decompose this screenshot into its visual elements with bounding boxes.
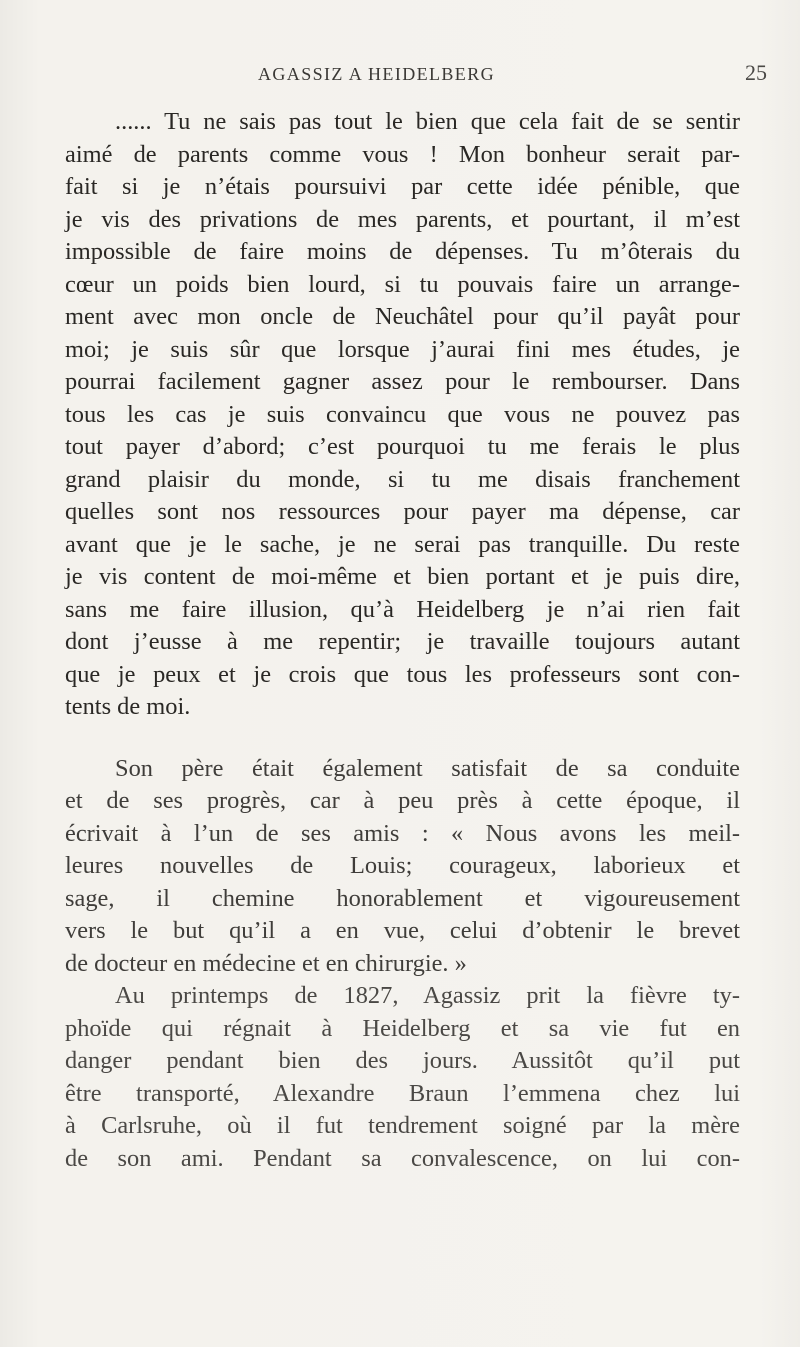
body-text [65, 106, 740, 1175]
text-line: cœur un poids bien lourd, si tu pouvais faire un arrange- [65, 270, 740, 298]
text-line: tout payer d’abord; c’est pourquoi tu me ferais le plus [65, 433, 740, 460]
text-line: moi; je suis sûr que lorsque j’aurai fini mes études, je [65, 335, 740, 363]
text-line: je vis content de moi-même et bien portant et je puis dire, [65, 563, 740, 590]
paragraph-typhoid [65, 980, 740, 1175]
text-line: ment avec mon oncle de Neuchâtel pour qu’il payât pour [65, 303, 740, 330]
text-line: écrivait à l’un de ses amis : « Nous avons les meil- [65, 819, 740, 847]
text-line: de docteur en médecine et en chirurgie. » [65, 949, 467, 977]
text-line: tous les cas je suis convaincu que vous ne pouvez pas [65, 400, 740, 428]
text-line: pourrai facilement gagner assez pour le rembourser. Dans [65, 368, 740, 395]
text-line: quelles sont nos ressources pour payer ma dépense, car [65, 498, 740, 525]
text-line: fait si je n’étais poursuivi par cette idée pénible, que [65, 173, 740, 200]
text-line: leures nouvelles de Louis; courageux, laborieux et [65, 852, 740, 879]
paragraph-letter-quote [65, 106, 740, 724]
text-line: ...... Tu ne sais pas tout le bien que cela fait de se sentir [115, 108, 740, 135]
text-line: danger pendant bien des jours. Aussitôt qu’il put [65, 1047, 740, 1074]
running-head [0, 60, 800, 94]
text-line: sage, il chemine honorablement et vigoureusement [65, 884, 740, 912]
text-line: tents de moi. [65, 693, 191, 720]
text-line: je vis des privations de mes parents, et pourtant, il m’est [65, 205, 740, 233]
text-line: à Carlsruhe, où il fut tendrement soigné par la mère [65, 1112, 740, 1139]
text-line: aimé de parents comme vous ! Mon bonheur serait par- [65, 140, 740, 168]
paragraph-father-letter [65, 753, 740, 981]
text-line: Son père était également satisfait de sa conduite [115, 754, 740, 782]
text-line: être transporté, Alexandre Braun l’emmena chez lui [65, 1079, 740, 1107]
text-line: phoïde qui régnait à Heidelberg et sa vie fut en [65, 1014, 740, 1042]
text-line: dont j’eusse à me repentir; je travaille toujours autant [65, 628, 740, 655]
text-line: sans me faire illusion, qu’à Heidelberg je n’ai rien fait [65, 595, 740, 623]
text-line: de son ami. Pendant sa convalescence, on lui con- [65, 1144, 740, 1172]
text-line: grand plaisir du monde, si tu me disais franchement [65, 465, 740, 493]
text-line: avant que je le sache, je ne serai pas tranquille. Du reste [65, 530, 740, 558]
page-number: 25 [745, 60, 767, 85]
text-line: que je peux et je crois que tous les professeurs sont con- [65, 660, 740, 688]
running-title: AGASSIZ A HEIDELBERG [258, 64, 496, 84]
text-line: et de ses progrès, car à peu près à cette époque, il [65, 787, 740, 814]
text-line: vers le but qu’il a en vue, celui d’obtenir le brevet [65, 917, 740, 944]
text-line: Au printemps de 1827, Agassiz prit la fièvre ty- [115, 982, 740, 1009]
text-line: impossible de faire moins de dépenses. Tu m’ôterais du [65, 238, 740, 265]
